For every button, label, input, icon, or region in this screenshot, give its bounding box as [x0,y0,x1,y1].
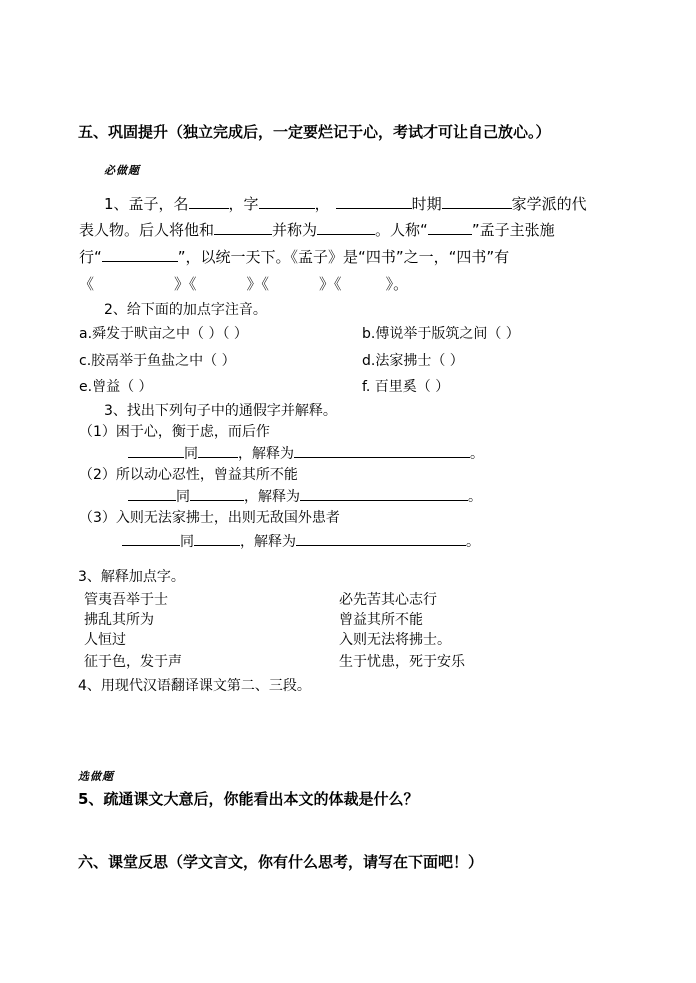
q3b-left-2: 拂乱其所为 [84,612,154,628]
blank-tongjia-3[interactable] [122,531,180,546]
blank-ming[interactable] [189,194,229,209]
blank-nickname[interactable] [428,220,472,235]
q2-item-c: c.胶鬲举于鱼盐之中（ ） [79,353,236,369]
section-6-title: 六、课堂反思（学文言文，你有什么思考，请写在下面吧！） [78,853,484,871]
blank-benzi-3[interactable] [194,531,240,546]
q3-sentence-2: （2）所以动心忍性，曾益其所不能 [79,467,298,483]
q3b-left-1: 管夷吾举于士 [84,592,168,608]
q3b-right-1: 必先苦其心志行 [339,592,437,608]
blank-tongjia-2[interactable] [128,486,176,501]
q5-title: 5、疏通课文大意后，你能看出本文的体裁是什么？ [78,790,419,808]
q3b-left-4: 征于色，发于声 [84,654,182,670]
q3-sentence-1: （1）困于心，衡于虑，而后作 [79,424,270,440]
q2-item-b: b.傅说举于版筑之间（ ） [362,326,520,342]
q3-answer-1: 同 ，解释为 。 [128,443,484,463]
q3b-right-3: 入则无法将拂士。 [339,632,451,648]
blank-zi[interactable] [259,194,315,209]
q3b-right-2: 曾益其所不能 [339,612,423,628]
q3-sentence-3: （3）入则无法家拂士，出则无敌国外患者 [79,510,340,526]
q2-title: 2、给下面的加点字注音。 [104,302,267,318]
blank-school[interactable] [442,194,512,209]
blank-policy[interactable] [102,247,178,262]
q1-line-2: 表人物。后人将他和 并称为 。人称“ ”孟子主张施 [79,221,555,239]
q2-item-a: a.舜发于畎亩之中（ ）（ ） [79,326,248,342]
q1-line-3: 行“ ”，以统一天下。《孟子》是“四书”之一，“四书”有 [79,248,510,266]
q1-line-4-four-books: 《 》《 》《 》《 》。 [79,275,409,293]
blank-explain-1[interactable] [294,443,470,458]
q2-item-d: d.法家拂士（ ） [362,353,464,369]
q3b-title: 3、解释加点字。 [78,569,185,585]
must-do-label: 必做题 [104,164,140,177]
blank-benzi-1[interactable] [198,443,238,458]
blank-benzi-2[interactable] [190,486,244,501]
blank-explain-3[interactable] [296,531,466,546]
blank-explain-2[interactable] [300,486,468,501]
q3b-left-3: 人恒过 [84,632,126,648]
blank-title[interactable] [317,220,375,235]
q2-item-e: e.曾益（ ） [79,379,153,395]
q1-line-1: 1、孟子，名 ，字 ， 时期 家学派的代 [104,195,587,213]
optional-label: 选做题 [78,770,114,783]
q4-title: 4、用现代汉语翻译课文第二、三段。 [78,678,311,694]
q3-title: 3、找出下列句子中的通假字并解释。 [104,403,337,419]
q3-answer-2: 同 ，解释为 。 [128,486,482,506]
blank-tongjia-1[interactable] [128,443,184,458]
q2-item-f: f. 百里奚（ ） [362,379,450,395]
blank-peer[interactable] [214,220,272,235]
q3-answer-3: 同 ，解释为 。 [122,531,480,551]
q3b-right-4: 生于忧患，死于安乐 [339,654,465,670]
section-5-title: 五、巩固提升（独立完成后，一定要烂记于心，考试才可让自己放心。） [78,123,551,141]
blank-era[interactable] [336,194,412,209]
